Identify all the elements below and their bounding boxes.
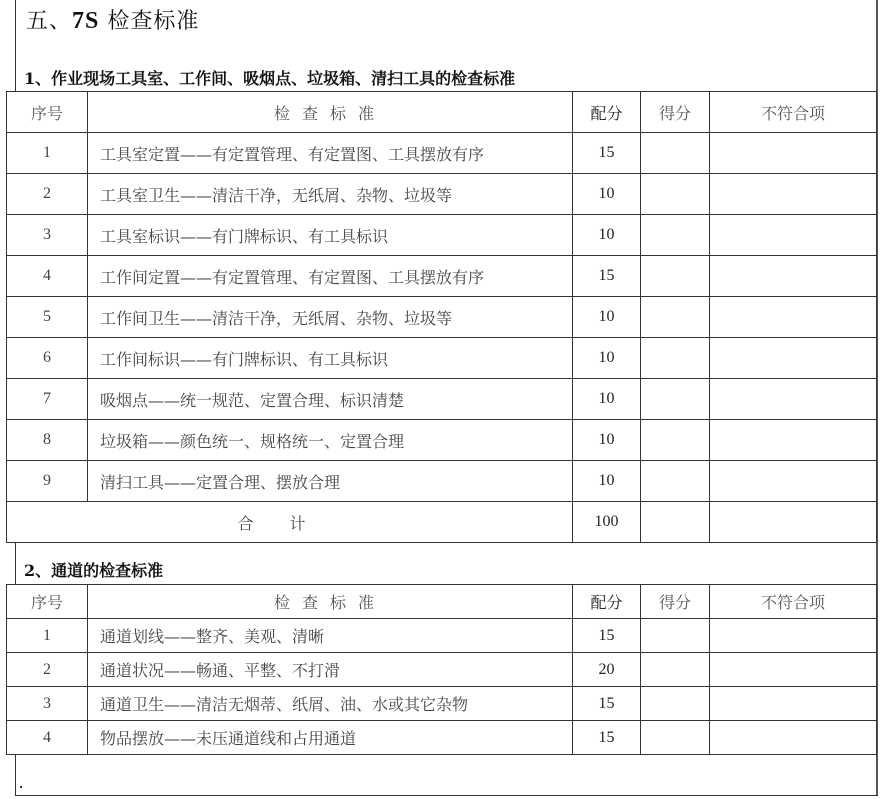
row-nonconformity-cell[interactable] bbox=[710, 338, 877, 379]
row-allocated: 15 bbox=[573, 619, 641, 653]
row-allocated: 10 bbox=[573, 461, 641, 502]
table-row bbox=[7, 174, 877, 215]
row-score-cell[interactable] bbox=[641, 256, 710, 297]
row-allocated: 10 bbox=[573, 297, 641, 338]
row-no: 2 bbox=[7, 653, 88, 687]
page-title-7s: 7S bbox=[72, 8, 100, 34]
row-nonconformity-cell[interactable] bbox=[710, 297, 877, 338]
row-no: 9 bbox=[7, 461, 88, 502]
header-score: 得分 bbox=[641, 585, 710, 619]
row-standard: 清扫工具——定置合理、摆放合理 bbox=[88, 461, 573, 502]
header-no: 序号 bbox=[7, 92, 88, 133]
row-nonconformity-cell[interactable] bbox=[710, 461, 877, 502]
row-standard: 工作间卫生——清洁干净，无纸屑、杂物、垃圾等 bbox=[88, 297, 573, 338]
table-row bbox=[7, 653, 877, 687]
table-row bbox=[7, 461, 877, 502]
row-allocated: 20 bbox=[573, 653, 641, 687]
page-title-prefix: 五、 bbox=[26, 9, 73, 34]
table-row bbox=[7, 256, 877, 297]
row-nonconformity-cell[interactable] bbox=[710, 256, 877, 297]
row-allocated: 10 bbox=[573, 338, 641, 379]
section1-table bbox=[6, 91, 877, 543]
row-no: 7 bbox=[7, 379, 88, 420]
row-nonconformity-cell[interactable] bbox=[710, 619, 877, 653]
row-standard: 物品摆放——未压通道线和占用通道 bbox=[88, 721, 573, 755]
row-allocated: 15 bbox=[573, 133, 641, 174]
row-nonconformity-cell[interactable] bbox=[710, 215, 877, 256]
total-nonconformity-cell[interactable] bbox=[710, 502, 877, 543]
row-allocated: 10 bbox=[573, 420, 641, 461]
row-standard: 工具室卫生——清洁干净，无纸屑、杂物、垃圾等 bbox=[88, 174, 573, 215]
header-nonconformity: 不符合项 bbox=[710, 92, 877, 133]
row-allocated: 15 bbox=[573, 721, 641, 755]
header-standard: 检查标准 bbox=[88, 92, 573, 133]
page-frame-bottom bbox=[15, 795, 878, 796]
row-standard: 工具室定置——有定置管理、有定置图、工具摆放有序 bbox=[88, 133, 573, 174]
row-nonconformity-cell[interactable] bbox=[710, 133, 877, 174]
row-score-cell[interactable] bbox=[641, 379, 710, 420]
row-no: 1 bbox=[7, 133, 88, 174]
table-row bbox=[7, 338, 877, 379]
header-allocated: 配分 bbox=[573, 585, 641, 619]
row-standard: 垃圾箱——颜色统一、规格统一、定置合理 bbox=[88, 420, 573, 461]
table-row bbox=[7, 619, 877, 653]
table-header-row bbox=[7, 92, 877, 133]
row-score-cell[interactable] bbox=[641, 687, 710, 721]
table-row bbox=[7, 420, 877, 461]
row-score-cell[interactable] bbox=[641, 297, 710, 338]
table-row bbox=[7, 133, 877, 174]
total-label: 合计 bbox=[7, 502, 573, 543]
section2-table bbox=[6, 584, 877, 755]
row-no: 2 bbox=[7, 174, 88, 215]
row-nonconformity-cell[interactable] bbox=[710, 653, 877, 687]
row-score-cell[interactable] bbox=[641, 174, 710, 215]
row-standard: 通道状况——畅通、平整、不打滑 bbox=[88, 653, 573, 687]
row-no: 6 bbox=[7, 338, 88, 379]
row-nonconformity-cell[interactable] bbox=[710, 721, 877, 755]
total-allocated: 100 bbox=[573, 502, 641, 543]
row-score-cell[interactable] bbox=[641, 653, 710, 687]
stray-mark bbox=[20, 786, 22, 788]
table-row bbox=[7, 297, 877, 338]
row-no: 1 bbox=[7, 619, 88, 653]
table-row bbox=[7, 721, 877, 755]
row-standard: 通道卫生——清洁无烟蒂、纸屑、油、水或其它杂物 bbox=[88, 687, 573, 721]
row-standard: 通道划线——整齐、美观、清晰 bbox=[88, 619, 573, 653]
table-row bbox=[7, 687, 877, 721]
section2-title: 2、通道的检查标准 bbox=[24, 561, 164, 580]
row-no: 3 bbox=[7, 687, 88, 721]
header-nonconformity: 不符合项 bbox=[710, 585, 877, 619]
row-score-cell[interactable] bbox=[641, 721, 710, 755]
section1-title: 1、作业现场工具室、工作间、吸烟点、垃圾箱、清扫工具的检查标准 bbox=[24, 69, 516, 88]
header-standard: 检查标准 bbox=[88, 585, 573, 619]
table-header-row bbox=[7, 585, 877, 619]
row-no: 8 bbox=[7, 420, 88, 461]
row-no: 4 bbox=[7, 721, 88, 755]
row-allocated: 10 bbox=[573, 379, 641, 420]
row-allocated: 15 bbox=[573, 687, 641, 721]
row-no: 3 bbox=[7, 215, 88, 256]
row-nonconformity-cell[interactable] bbox=[710, 420, 877, 461]
row-score-cell[interactable] bbox=[641, 215, 710, 256]
table-row bbox=[7, 215, 877, 256]
row-nonconformity-cell[interactable] bbox=[710, 687, 877, 721]
page-title bbox=[26, 4, 199, 35]
row-standard: 工作间定置——有定置管理、有定置图、工具摆放有序 bbox=[88, 256, 573, 297]
total-score-cell[interactable] bbox=[641, 502, 710, 543]
row-score-cell[interactable] bbox=[641, 420, 710, 461]
header-no: 序号 bbox=[7, 585, 88, 619]
header-allocated: 配分 bbox=[573, 92, 641, 133]
table-total-row bbox=[7, 502, 877, 543]
row-nonconformity-cell[interactable] bbox=[710, 379, 877, 420]
row-score-cell[interactable] bbox=[641, 461, 710, 502]
row-standard: 吸烟点——统一规范、定置合理、标识清楚 bbox=[88, 379, 573, 420]
row-score-cell[interactable] bbox=[641, 133, 710, 174]
row-score-cell[interactable] bbox=[641, 338, 710, 379]
row-allocated: 15 bbox=[573, 256, 641, 297]
row-allocated: 10 bbox=[573, 215, 641, 256]
row-nonconformity-cell[interactable] bbox=[710, 174, 877, 215]
row-standard: 工作间标识——有门牌标识、有工具标识 bbox=[88, 338, 573, 379]
row-no: 5 bbox=[7, 297, 88, 338]
row-standard: 工具室标识——有门牌标识、有工具标识 bbox=[88, 215, 573, 256]
table-row bbox=[7, 379, 877, 420]
page-title-suffix: 检查标准 bbox=[99, 9, 200, 34]
row-allocated: 10 bbox=[573, 174, 641, 215]
header-score: 得分 bbox=[641, 92, 710, 133]
row-no: 4 bbox=[7, 256, 88, 297]
row-score-cell[interactable] bbox=[641, 619, 710, 653]
